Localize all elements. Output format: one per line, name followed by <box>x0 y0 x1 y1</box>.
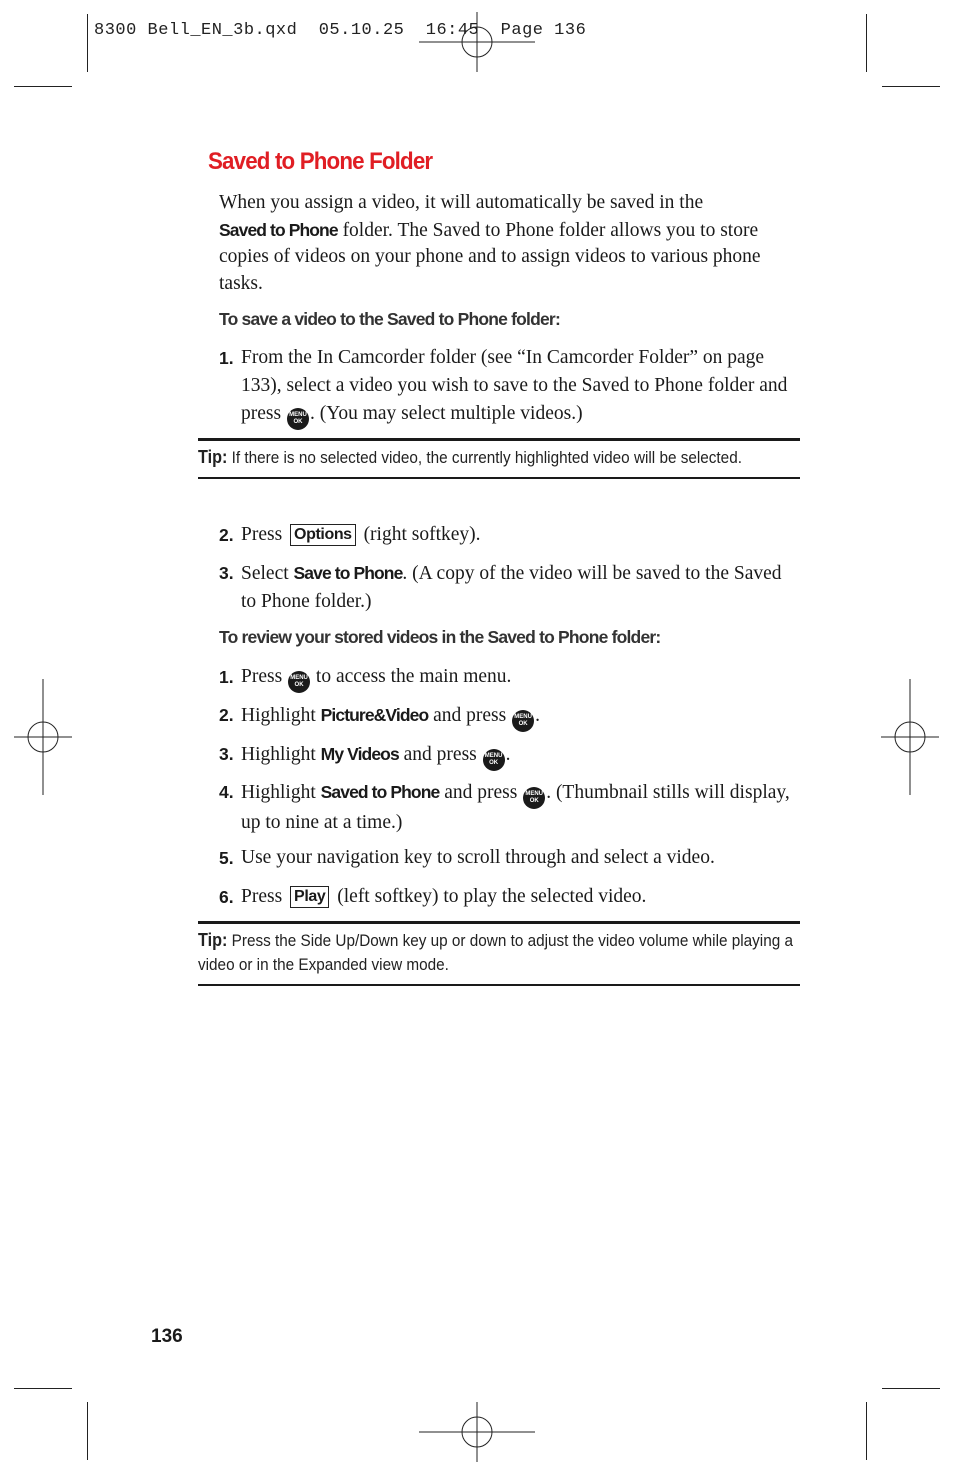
menu-ok-key-icon <box>287 408 309 430</box>
step-number: 5. <box>219 848 234 868</box>
step-text: Press <box>241 524 288 545</box>
tip-text: If there is no selected video, the currently highlighted video will be selected. <box>227 448 742 467</box>
review-step-3 <box>219 740 794 771</box>
save-step-3 <box>219 559 794 616</box>
ok-key-label: OK <box>518 721 528 727</box>
step-number: 3. <box>219 563 234 583</box>
crop-mark <box>14 86 72 87</box>
step-text-3: . <box>505 744 511 765</box>
ok-key-label: OK <box>489 760 499 766</box>
crop-mark <box>882 86 940 87</box>
subhead-review: To review your stored videos in the Saved to Phone folder: <box>219 627 661 647</box>
tip-label: Tip: <box>198 930 228 950</box>
crop-mark <box>87 14 88 72</box>
step-text-2: and press <box>439 782 523 803</box>
step-text: Press <box>241 666 288 687</box>
tip-label: Tip: <box>198 447 228 467</box>
intro-paragraph <box>219 190 794 298</box>
subhead-save: To save a video to the Saved to Phone folder: <box>219 309 560 329</box>
menu-key-label: MENU <box>290 675 308 681</box>
ok-key-label: OK <box>293 419 303 425</box>
menu-ok-key-icon <box>483 749 505 771</box>
crop-mark <box>866 1402 867 1460</box>
step-text-2: . (A copy of the video will be saved to the Saved to Phone folder.) <box>241 563 782 612</box>
review-step-5 <box>219 844 794 872</box>
step-bold: Saved to Phone <box>320 782 440 802</box>
ok-key-label: OK <box>294 682 304 688</box>
page-number: 136 <box>151 1326 183 1347</box>
step-text: Use your navigation key to scroll through and select a video. <box>241 847 715 868</box>
tip-box-1 <box>198 438 800 479</box>
step-number: 2. <box>219 525 234 545</box>
review-step-2 <box>219 701 794 732</box>
step-text: From the In Camcorder folder (see “In Camcorder Folder” on page 133), select a video you wish to save to the Saved to Phone folder and press <box>241 347 788 424</box>
step-bold: Save to Phone <box>293 563 403 583</box>
tip-text: Press the Side Up/Down key up or down to adjust the video volume while playing a video or in the Expanded view mode. <box>198 931 793 974</box>
step-text: Select <box>241 563 294 584</box>
intro-bold: Saved to Phone <box>219 219 338 240</box>
registration-mark-bottom <box>418 1400 536 1470</box>
crop-mark <box>14 1388 72 1389</box>
registration-mark-right <box>881 678 941 796</box>
step-number: 6. <box>219 887 234 907</box>
menu-ok-key-icon <box>523 787 545 809</box>
step-text-3: . (Thumbnail stills will display, up to nine at a time.) <box>241 782 790 833</box>
menu-ok-key-icon <box>288 671 310 693</box>
review-step-6 <box>219 883 794 911</box>
step-text-2: to access the main menu. <box>311 666 512 687</box>
step-text-2: (left softkey) to play the selected video. <box>332 886 647 907</box>
step-text: Highlight <box>241 705 321 726</box>
crop-mark <box>882 1388 940 1389</box>
step-text: Highlight <box>241 782 321 803</box>
step-number: 1. <box>219 348 234 368</box>
play-softkey: Play <box>290 886 329 908</box>
section-title: Saved to Phone Folder <box>208 148 433 175</box>
print-slug: 8300 Bell_EN_3b.qxd 05.10.25 16:45 Page 136 <box>94 21 587 40</box>
step-number: 4. <box>219 782 234 802</box>
step-text-2: and press <box>398 744 482 765</box>
menu-key-label: MENU <box>514 714 532 720</box>
tip-box-2 <box>198 921 800 986</box>
menu-key-label: MENU <box>525 791 544 797</box>
step-number: 3. <box>219 744 234 764</box>
review-step-4 <box>219 778 794 837</box>
crop-mark <box>87 1402 88 1460</box>
review-step-1 <box>219 663 794 693</box>
intro-text-2: folder. The Saved to Phone folder allows you to store copies of videos on your phone and to assign videos to various phone tasks. <box>219 219 761 295</box>
step-bold: Picture&Video <box>320 705 429 725</box>
save-step-2 <box>219 521 794 549</box>
step-text-2: and press <box>428 705 512 726</box>
step-bold: My Videos <box>320 744 399 764</box>
step-text: Press <box>241 886 288 907</box>
menu-key-label: MENU <box>484 753 503 759</box>
step-number: 2. <box>219 705 234 725</box>
step-text-3: . <box>535 705 540 726</box>
step-text-2: . (You may select multiple videos.) <box>309 403 583 424</box>
menu-key-label: MENU <box>289 412 307 418</box>
crop-mark <box>866 14 867 72</box>
ok-key-label: OK <box>529 798 539 804</box>
step-text: Highlight <box>241 744 321 765</box>
step-text-2: (right softkey). <box>358 524 481 545</box>
registration-mark-top <box>418 0 536 74</box>
registration-mark-left <box>14 678 74 796</box>
options-softkey: Options <box>290 524 356 546</box>
save-step-1 <box>219 344 794 430</box>
menu-ok-key-icon <box>512 710 534 732</box>
step-number: 1. <box>219 667 234 687</box>
intro-text: When you assign a video, it will automatically be saved in the <box>219 192 704 213</box>
